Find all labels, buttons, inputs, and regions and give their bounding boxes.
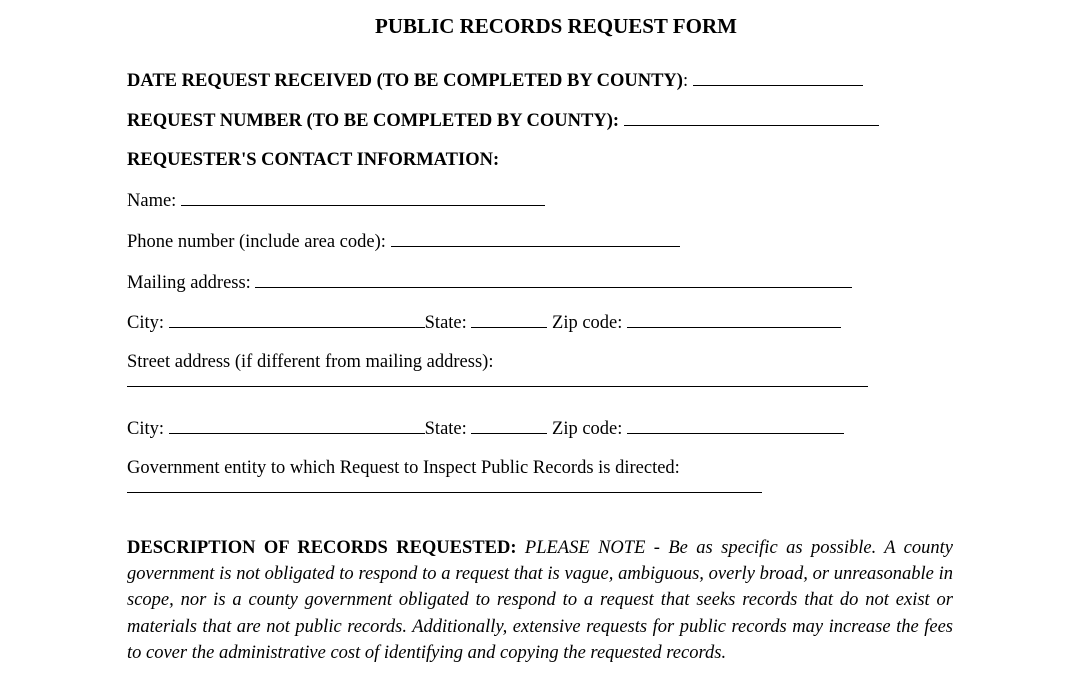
government-label: Government entity to which Request to Inspect Public Records is directed: [127, 458, 680, 478]
phone-label: Phone number (include area code): [127, 232, 386, 252]
government-entity-field[interactable] [127, 492, 762, 493]
street-address-field[interactable] [127, 386, 868, 387]
state-label: State: [424, 419, 467, 439]
zip-field[interactable] [627, 417, 844, 434]
city-state-zip-row [127, 311, 841, 334]
description-paragraph [127, 535, 953, 666]
zip-field[interactable] [627, 311, 841, 328]
request-number-label: REQUEST NUMBER (TO BE COMPLETED BY COUNTY): [127, 111, 620, 131]
zip-label: Zip code: [552, 419, 623, 439]
name-label: Name: [127, 191, 177, 211]
page-title: PUBLIC RECORDS REQUEST FORM [375, 14, 737, 38]
city-label: City: [127, 419, 165, 439]
name-field[interactable] [181, 189, 545, 206]
request-number-row [127, 109, 879, 132]
mailing-field[interactable] [255, 271, 852, 288]
request-number-field[interactable] [624, 109, 879, 126]
state-field[interactable] [471, 417, 547, 434]
date-received-label: DATE REQUEST RECEIVED (TO BE COMPLETED BY COUNTY) [127, 71, 683, 91]
description-heading: DESCRIPTION OF RECORDS REQUESTED: [127, 538, 517, 558]
date-received-field[interactable] [693, 69, 863, 86]
street-label: Street address (if different from mailing address): [127, 352, 494, 372]
city-label: City: [127, 313, 165, 333]
description-note: PLEASE NOTE - Be as specific as possible. A county government is not obligated to respond to a request that is vague, ambiguous, overly broad, or unreasonable in scope, nor is a county government obligated to respond to a request that seeks records that do not exist or materials that are not public records. Additionally, extensive requests for public records may increase the fees to cover the administrative cost of identifying and copying the requested records. [127, 538, 953, 663]
date-received-row [127, 69, 863, 92]
mailing-row [127, 271, 852, 294]
mailing-label: Mailing address: [127, 273, 251, 293]
street-city-state-zip-row [127, 417, 844, 440]
state-label: State: [424, 313, 467, 333]
city-field[interactable] [169, 417, 425, 434]
contact-heading: REQUESTER'S CONTACT INFORMATION: [127, 150, 500, 170]
phone-row [127, 230, 680, 253]
name-row [127, 189, 545, 212]
zip-label: Zip code: [552, 313, 623, 333]
city-field[interactable] [169, 311, 425, 328]
phone-field[interactable] [391, 230, 680, 247]
colon: : [682, 71, 689, 91]
state-field[interactable] [471, 311, 547, 328]
